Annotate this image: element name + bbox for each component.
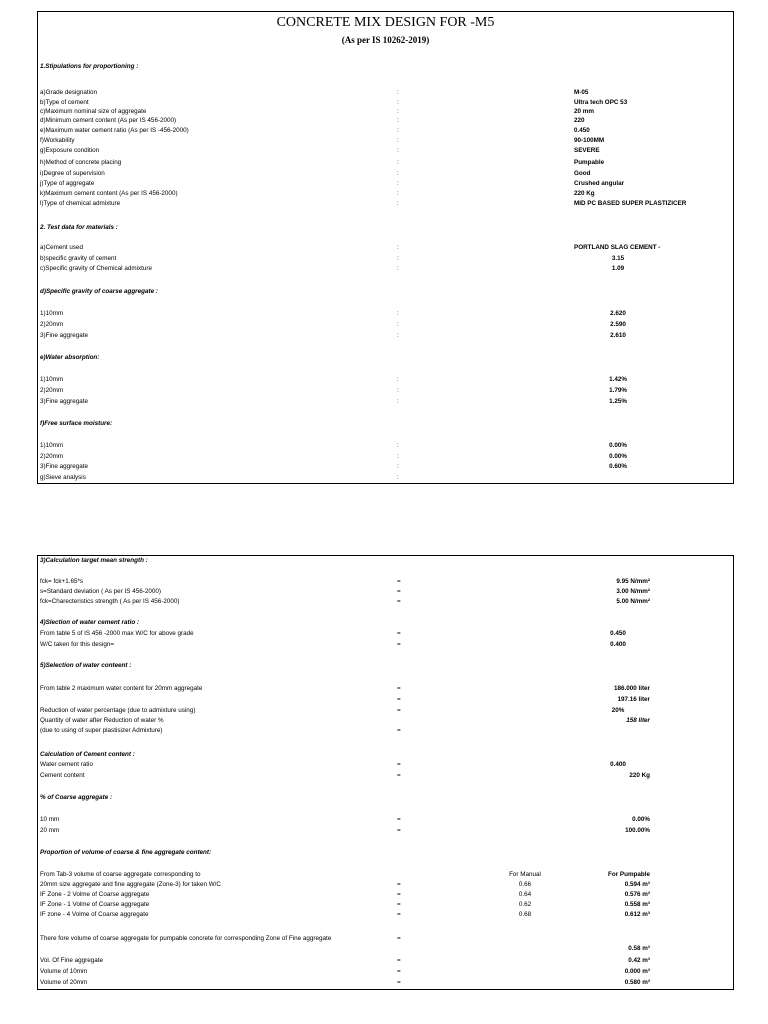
row-label: g)Sieve analysis xyxy=(40,474,86,481)
section-heading xyxy=(38,793,733,803)
row-value: 220 Kg xyxy=(574,190,595,197)
row-separator: = xyxy=(397,685,401,692)
row-separator: : xyxy=(397,387,399,394)
row-separator: : xyxy=(397,376,399,383)
section-heading-text: Proportion of volume of coarse & fine aggregate content: xyxy=(40,849,212,856)
row-separator: : xyxy=(397,398,399,405)
row-label: 3)Fine aggregate xyxy=(40,398,88,405)
row-separator: = xyxy=(397,935,401,942)
row-separator: : xyxy=(397,99,399,106)
data-row xyxy=(38,309,733,319)
row-label: b)specific gravity of cement xyxy=(40,255,117,262)
section-heading xyxy=(38,848,733,858)
row-separator: : xyxy=(397,321,399,328)
row-value: 158 liter xyxy=(626,717,650,724)
section-heading xyxy=(38,618,733,628)
row-value: 0.60% xyxy=(609,463,627,470)
manual-value: For Manual xyxy=(509,871,541,878)
row-separator: = xyxy=(397,968,401,975)
row-separator: : xyxy=(397,108,399,115)
row-value: 90-100MM xyxy=(574,137,605,144)
row-value: 2.610 xyxy=(610,332,626,339)
row-separator: = xyxy=(397,707,401,714)
row-label: j)Type of aggregate xyxy=(40,180,95,187)
row-label: s=Standard deviation ( As per IS 456-2000) xyxy=(40,588,161,595)
data-row xyxy=(38,597,733,607)
row-value: 197.16 liter xyxy=(617,696,650,703)
row-separator: = xyxy=(397,827,401,834)
row-separator: : xyxy=(397,442,399,449)
row-value: 0.000 m³ xyxy=(624,968,650,975)
row-value: 0.612 m³ xyxy=(624,911,650,918)
row-label: From table 5 of IS 456 -2000 max W/C for above grade xyxy=(40,630,194,637)
row-label: From Tab-3 volume of coarse aggregate corresponding to xyxy=(40,871,201,878)
row-label: Volume of 10mm xyxy=(40,968,88,975)
row-value: Good xyxy=(574,170,591,177)
data-row xyxy=(38,243,733,253)
page-subtitle: (As per IS 10262-2019) xyxy=(341,35,430,45)
row-label: Vol. Of Fine aggregate xyxy=(40,957,104,964)
row-separator: : xyxy=(397,244,399,251)
row-label: e)Maximum water cement ratio (As per IS -456-2000) xyxy=(40,127,189,134)
manual-value: 0.68 xyxy=(518,911,532,918)
row-separator: : xyxy=(397,265,399,272)
data-row xyxy=(38,815,733,825)
data-row xyxy=(38,870,733,880)
data-row xyxy=(38,264,733,274)
row-separator: : xyxy=(397,453,399,460)
row-separator: = xyxy=(397,816,401,823)
row-separator: : xyxy=(397,137,399,144)
row-separator: : xyxy=(397,200,399,207)
row-label: 2)20mm xyxy=(40,453,64,460)
manual-value: 0.66 xyxy=(518,881,532,888)
row-value: 1.09 xyxy=(611,265,625,272)
data-row xyxy=(38,771,733,781)
row-value: 2.620 xyxy=(610,310,626,317)
row-value: 20 mm xyxy=(574,108,594,115)
data-row xyxy=(38,934,733,944)
row-value: Ultra tech OPC 53 xyxy=(574,99,628,106)
row-value: 9.95 N/mm² xyxy=(616,578,650,585)
row-value: 0.00% xyxy=(609,453,627,460)
row-label: 1)10mm xyxy=(40,376,64,383)
row-label: 3)Fine aggregate xyxy=(40,463,88,470)
row-separator: : xyxy=(397,463,399,470)
row-label: Water cement ratio xyxy=(40,761,93,768)
row-label: 10 mm xyxy=(40,816,60,823)
row-separator: : xyxy=(397,127,399,134)
data-row xyxy=(38,331,733,341)
row-value: 20% xyxy=(611,707,625,714)
row-separator: = xyxy=(397,891,401,898)
data-row xyxy=(38,386,733,396)
row-separator: = xyxy=(397,881,401,888)
row-separator: = xyxy=(397,911,401,918)
row-label: 1)10mm xyxy=(40,442,64,449)
row-label: Volume of 20mm xyxy=(40,979,88,986)
section-heading xyxy=(38,750,733,760)
data-row xyxy=(38,441,733,451)
row-separator: : xyxy=(397,147,399,154)
mix-design-sheet-2 xyxy=(37,555,734,990)
data-row xyxy=(38,158,733,168)
row-value: 3.00 N/mm² xyxy=(616,588,650,595)
row-value: Pumpable xyxy=(574,159,605,166)
row-label: There fore volume of coarse aggregate for pumpable concrete for corresponding Zone of Fine aggregate xyxy=(40,935,332,942)
row-separator: = xyxy=(397,598,401,605)
section-heading-text: 3)Calculation target mean strength : xyxy=(40,557,148,564)
data-row xyxy=(38,890,733,900)
row-value: 3.15 xyxy=(611,255,625,262)
data-row xyxy=(38,189,733,199)
row-separator: : xyxy=(397,190,399,197)
row-value: 1.79% xyxy=(609,387,627,394)
row-label: 20 mm xyxy=(40,827,60,834)
row-label: 20mm size aggregate and fine aggregate (Zone-3) for taken W/C xyxy=(40,881,221,888)
row-label: 1)10mm xyxy=(40,310,64,317)
section-heading-text: 5)Selection of water conteent : xyxy=(40,662,132,669)
row-value: 2.590 xyxy=(610,321,626,328)
row-label: 2)20mm xyxy=(40,387,64,394)
section-heading xyxy=(38,223,733,233)
data-row xyxy=(38,910,733,920)
data-row xyxy=(38,199,733,209)
row-value: 0.450 xyxy=(610,630,626,637)
data-row xyxy=(38,116,733,126)
row-value: 0.58 m³ xyxy=(628,945,650,952)
manual-value: 0.62 xyxy=(518,901,532,908)
row-label: b)Type of cement xyxy=(40,99,89,106)
data-row xyxy=(38,473,733,483)
row-value: 186.000 liter xyxy=(613,685,650,692)
data-row xyxy=(38,462,733,472)
row-separator: : xyxy=(397,170,399,177)
row-label: a)Grade designation xyxy=(40,89,98,96)
row-separator: : xyxy=(397,180,399,187)
row-separator: = xyxy=(397,957,401,964)
section-heading xyxy=(38,556,733,566)
row-label: l)Type of chemical admixture xyxy=(40,200,121,207)
row-label: 2)20mm xyxy=(40,321,64,328)
data-row xyxy=(38,706,733,716)
section-heading-text: f)Free surface moisture: xyxy=(40,420,113,427)
row-value: 0.00% xyxy=(609,442,627,449)
row-label: i)Degree of supervision xyxy=(40,170,105,177)
row-value: 0.594 m³ xyxy=(624,881,650,888)
row-value: M-05 xyxy=(574,89,589,96)
row-label: a)Cement used xyxy=(40,244,84,251)
data-row xyxy=(38,88,733,98)
mix-design-sheet-1 xyxy=(37,11,734,484)
row-label: IF Zone - 1 Volme of Coarse aggregate xyxy=(40,901,150,908)
data-row xyxy=(38,587,733,597)
row-value: 0.450 xyxy=(574,127,590,134)
row-separator: = xyxy=(397,578,401,585)
row-value: 220 xyxy=(574,117,585,124)
data-row xyxy=(38,179,733,189)
row-value: 1.25% xyxy=(609,398,627,405)
section-heading-text: % of Coarse aggregate : xyxy=(40,794,113,801)
section-heading-text: 2. Test data for materials : xyxy=(40,224,118,231)
row-value: 0.558 m³ xyxy=(624,901,650,908)
row-value: 0.576 m³ xyxy=(624,891,650,898)
row-separator: : xyxy=(397,159,399,166)
section-heading xyxy=(38,287,733,297)
row-label: 3)Fine aggregate xyxy=(40,332,88,339)
row-value: SEVERE xyxy=(574,147,600,154)
row-label: Reduction of water percentage (due to admixture using) xyxy=(40,707,196,714)
row-label: IF zone - 4 Volme of Coarse aggregate xyxy=(40,911,149,918)
row-separator: : xyxy=(397,332,399,339)
row-value: 0.400 xyxy=(610,761,626,768)
row-separator: = xyxy=(397,979,401,986)
row-value: PORTLAND SLAG CEMENT - xyxy=(574,244,661,251)
row-label: From table 2 maximum water content for 20mm aggregate xyxy=(40,685,203,692)
row-label: fck=Charecteristics strength ( As per IS 456-2000) xyxy=(40,598,180,605)
row-value: 100.00% xyxy=(625,827,650,834)
row-label: h)Method of concrete placing xyxy=(40,159,122,166)
row-label: g)Exposure condition xyxy=(40,147,100,154)
section-heading xyxy=(38,419,733,429)
row-label: c)Maximum nominal size of aggregate xyxy=(40,108,147,115)
section-heading-text: 1.Stipulations for proportioning : xyxy=(40,63,139,70)
row-separator: = xyxy=(397,696,401,703)
data-row xyxy=(38,629,733,639)
data-row xyxy=(38,397,733,407)
data-row xyxy=(38,254,733,264)
data-row xyxy=(38,452,733,462)
row-value: 0.42 m³ xyxy=(628,957,650,964)
row-label: k)Maximum cement content (As per IS 456-2000) xyxy=(40,190,178,197)
row-label: fck= fck+1.65*s xyxy=(40,578,84,585)
data-row xyxy=(38,900,733,910)
row-separator: = xyxy=(397,641,401,648)
section-heading-text: Calculation of Cement content : xyxy=(40,751,135,758)
row-separator: = xyxy=(397,761,401,768)
row-value: For Pumpable xyxy=(608,871,650,878)
section-heading xyxy=(38,661,733,671)
data-row xyxy=(38,684,733,694)
row-value: 220 Kg xyxy=(629,772,650,779)
row-separator: : xyxy=(397,310,399,317)
row-value: 0.580 m³ xyxy=(624,979,650,986)
section-heading-text: d)Specific gravity of coarse aggregate : xyxy=(40,288,158,295)
row-label: c)Specific gravity of Chemical admixture xyxy=(40,265,152,272)
row-value: 0.400 xyxy=(610,641,626,648)
data-row xyxy=(38,826,733,836)
row-label: IF Zone - 2 Volme of Coarse aggregate xyxy=(40,891,150,898)
row-label: W/C taken for this design= xyxy=(40,641,115,648)
row-label: f)Workability xyxy=(40,137,75,144)
data-row xyxy=(38,760,733,770)
row-value: 5.00 N/mm² xyxy=(616,598,650,605)
row-value: 1.42% xyxy=(609,376,627,383)
section-heading xyxy=(38,62,733,72)
page-title: CONCRETE MIX DESIGN FOR -M5 xyxy=(276,15,495,30)
section-heading-text: e)Water absorption: xyxy=(40,354,100,361)
section-heading xyxy=(38,353,733,363)
row-separator: = xyxy=(397,727,401,734)
row-value: 0.00% xyxy=(632,816,650,823)
data-row xyxy=(38,375,733,385)
row-label: Cement content xyxy=(40,772,85,779)
row-label: d)Minimum cement content (As per IS 456-2000) xyxy=(40,117,177,124)
data-row xyxy=(38,716,733,726)
row-separator: : xyxy=(397,255,399,262)
manual-value: 0.64 xyxy=(518,891,532,898)
section-heading-text: 4)Slection of water cement ratio : xyxy=(40,619,140,626)
data-row xyxy=(38,126,733,136)
data-row xyxy=(38,146,733,156)
row-separator: = xyxy=(397,630,401,637)
row-value: MID PC BASED SUPER PLASTIZICER xyxy=(574,200,687,207)
data-row xyxy=(38,944,733,954)
row-separator: : xyxy=(397,474,399,481)
data-row xyxy=(38,169,733,179)
row-label: (due to using of super plastisizer Admixture) xyxy=(40,727,163,734)
row-separator: = xyxy=(397,772,401,779)
data-row xyxy=(38,640,733,650)
row-separator: : xyxy=(397,89,399,96)
data-row xyxy=(38,695,733,705)
data-row xyxy=(38,726,733,736)
data-row xyxy=(38,136,733,146)
row-value: Crushed angular xyxy=(574,180,625,187)
row-label: Quantity of water after Reduction of water % xyxy=(40,717,164,724)
data-row xyxy=(38,956,733,966)
row-separator: : xyxy=(397,117,399,124)
data-row xyxy=(38,320,733,330)
row-separator: = xyxy=(397,588,401,595)
data-row xyxy=(38,967,733,977)
row-separator: = xyxy=(397,901,401,908)
data-row xyxy=(38,577,733,587)
data-row xyxy=(38,978,733,988)
data-row xyxy=(38,880,733,890)
